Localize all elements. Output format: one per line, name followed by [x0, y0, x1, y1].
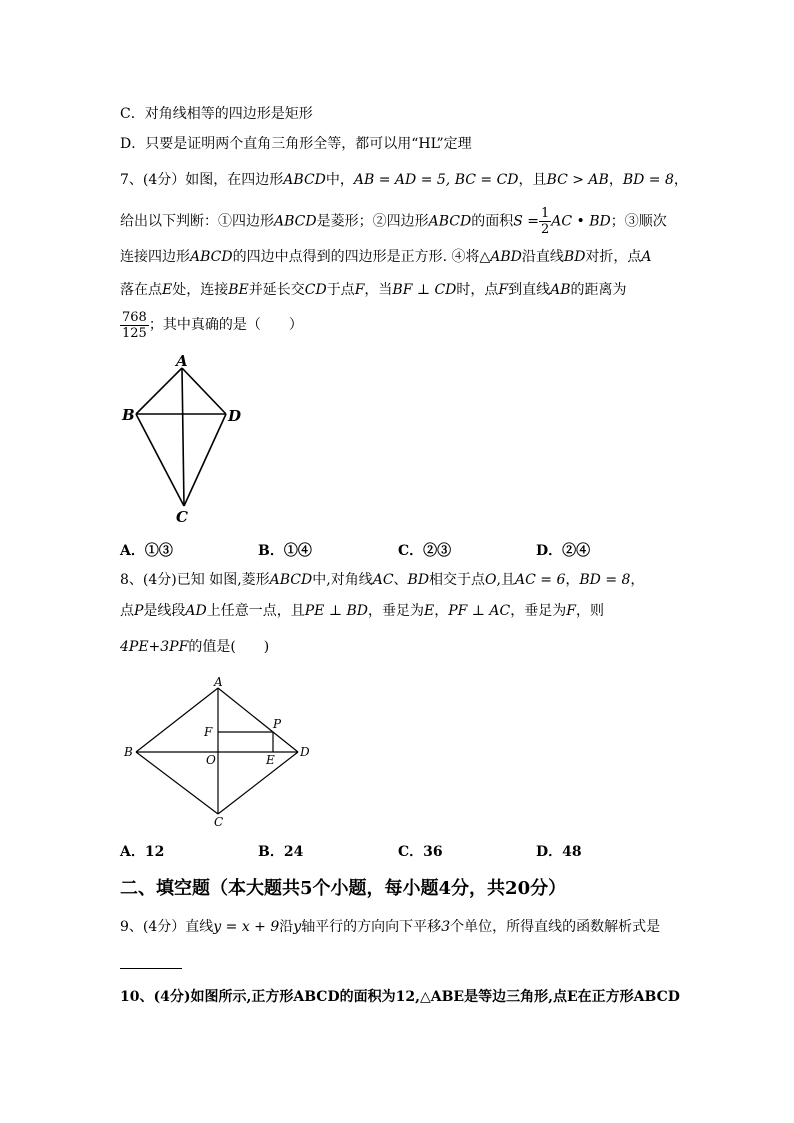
kite-label-b: B	[122, 406, 135, 424]
q10-line: 10、(4分)如图所示,正方形ABCD的面积为12,△ABE是等边三角形,点E在正方形ABCD	[120, 989, 680, 1005]
kite-edge-ab	[136, 368, 182, 414]
q7-option-a[interactable]: A．①③	[120, 543, 173, 559]
q9-line: 9、(4分）直线y = x + 9沿y轴平行的方向向下平移3个单位，所得直线的函数解析式是	[120, 919, 661, 935]
q7-option-b[interactable]: B．①④	[258, 543, 312, 559]
q8-line-2: 点P是线段AD上任意一点，且PE ⊥ BD，垂足为E，PF ⊥ AC，垂足为F，则	[120, 603, 604, 619]
q7-kite-figure	[112, 352, 252, 527]
q7-option-c[interactable]: C．②③	[398, 543, 452, 559]
rhombus-label-f: F	[204, 725, 213, 739]
kite-diagonal-ac	[182, 368, 184, 506]
rhombus-label-e: E	[266, 753, 275, 767]
kite-label-d: D	[228, 407, 242, 425]
rhombus-label-o: O	[206, 753, 216, 767]
kite-edge-dc	[184, 414, 226, 506]
rhombus-label-a: A	[214, 675, 223, 689]
q6-option-d: D．只要是证明两个直角三角形全等，都可以用“HL”定理	[120, 136, 472, 152]
rhombus-edge-dc	[218, 752, 298, 814]
q8-option-a[interactable]: A．12	[120, 844, 165, 860]
rhombus-edge-ab	[136, 688, 218, 752]
q7-line-2: 给出以下判断：①四边形ABCD是菱形；②四边形ABCD的面积S = $\frac{1}{2}$ AC • BD；③顺次	[120, 206, 667, 237]
rhombus-label-b: B	[124, 745, 133, 759]
kite-label-a: A	[176, 352, 188, 370]
rhombus-label-p: P	[273, 717, 282, 731]
q7-fraction-half: $\frac{1}{2}$	[541, 206, 550, 237]
q7-line-4: 落在点E处，连接BE并延长交CD于点F，当BF ⊥ CD时，点F到直线AB的距离为	[120, 282, 627, 298]
rhombus-label-d: D	[300, 745, 310, 759]
q8-option-c[interactable]: C．36	[398, 844, 443, 860]
q9-answer-blank[interactable]	[120, 968, 182, 969]
q7-option-d[interactable]: D．②④	[536, 543, 591, 559]
q8-line-1: 8、(4分)已知 如图,菱形ABCD中,对角线AC、BD相交于点O,且AC = 6，BD = 8，	[120, 572, 645, 588]
q8-option-b[interactable]: B．24	[258, 844, 304, 860]
kite-edge-ad	[182, 368, 226, 414]
q7-line-5: $\frac{768}{125}$ ；其中真确的是（ ）	[122, 309, 303, 341]
q7-line-1: 7、(4分）如图，在四边形ABCD中，AB = AD = 5, BC = CD，且BC > AB，BD = 8，	[120, 172, 688, 188]
q7-fraction-distance: $\frac{768}{125}$	[122, 309, 147, 341]
q7-line-3: 连接四边形ABCD的四边中点得到的四边形是正方形. ④将△ABD沿直线BD对折，点A	[120, 249, 652, 265]
q8-option-d[interactable]: D．48	[536, 844, 582, 860]
kite-label-c: C	[176, 508, 188, 526]
rhombus-label-c: C	[214, 815, 224, 829]
section-2-heading: 二、填空题（本大题共5个小题，每小题4分，共20分）	[120, 878, 567, 899]
rhombus-edge-ad	[218, 688, 298, 752]
kite-edge-bc	[136, 414, 184, 506]
q6-option-c: C．对角线相等的四边形是矩形	[120, 106, 313, 122]
q8-line-3: 4PE+3PF的值是( )	[120, 639, 270, 655]
q8-rhombus-figure	[116, 672, 316, 832]
